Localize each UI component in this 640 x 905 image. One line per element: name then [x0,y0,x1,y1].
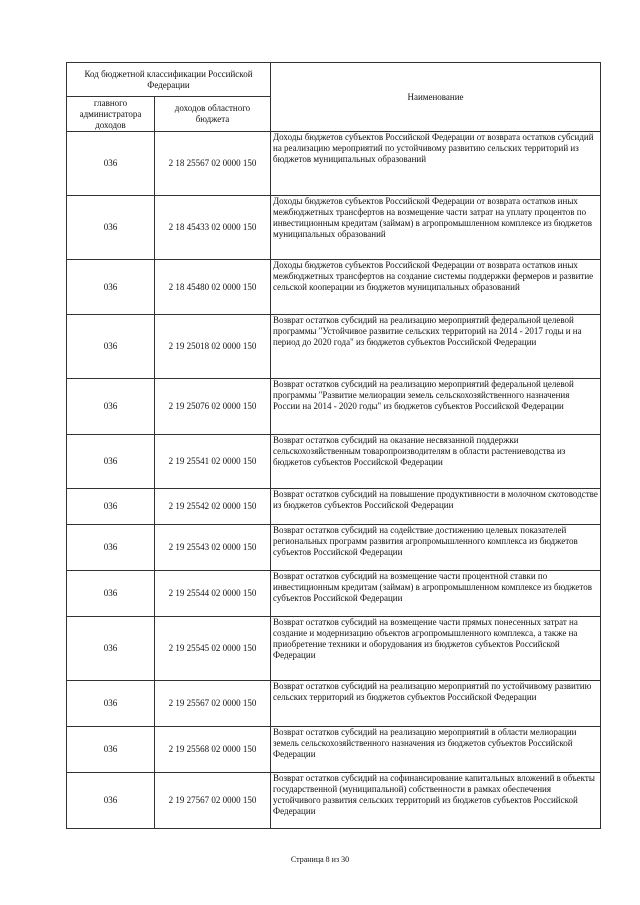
admin-code-cell: 036 [67,260,155,315]
income-code-cell: 2 18 25567 02 0000 150 [155,132,271,196]
income-code-cell: 2 19 25567 02 0000 150 [155,681,271,727]
admin-code-cell: 036 [67,681,155,727]
name-cell: Возврат остатков субсидий на софинансирование капитальных вложений в объекты государственной (муниципальной) собственности в рамках обеспечения устойчивого развития сельских территорий из бюджетов субъектов Российской Федерации [271,773,601,829]
income-code-cell: 2 19 25568 02 0000 150 [155,727,271,773]
income-code-cell: 2 19 27567 02 0000 150 [155,773,271,829]
name-cell: Возврат остатков субсидий на реализацию мероприятий федеральной целевой программы "Устойчивое развитие сельских территорий на 2014 - 2017 годы и на период до 2020 года" из бюджетов субъектов Российской Федерации [271,315,601,379]
admin-code-cell: 036 [67,196,155,260]
income-code-cell: 2 19 25018 02 0000 150 [155,315,271,379]
income-code-cell: 2 18 45480 02 0000 150 [155,260,271,315]
table-row [67,617,601,681]
name-cell: Доходы бюджетов субъектов Российской Федерации от возврата остатков иных межбюджетных трансфертов на возмещение части затрат на уплату процентов по инвестиционным кредитам (займам) в агропромышленном комплексе из бюджетов муниципальных образований [271,196,601,260]
name-cell: Возврат остатков субсидий на возмещение части прямых понесенных затрат на создание и модернизацию объектов агропромышленного комплекса, а также на приобретение техники и оборудования из бюджетов субъектов Российской Федерации [271,617,601,681]
name-cell: Возврат остатков субсидий на реализацию мероприятий в области мелиорации земель сельскохозяйственного назначения из бюджетов субъектов Российской Федерации [271,727,601,773]
table-row [67,315,601,379]
income-code-cell: 2 19 25542 02 0000 150 [155,489,271,525]
admin-code-cell: 036 [67,489,155,525]
name-cell: Возврат остатков субсидий на содействие достижению целевых показателей региональных программ развития агропромышленного комплекса из бюджетов субъектов Российской Федерации [271,525,601,571]
income-code-cell: 2 19 25541 02 0000 150 [155,435,271,489]
admin-code-cell: 036 [67,571,155,617]
header-main-administrator: главного администратора доходов [67,97,155,132]
name-cell: Возврат остатков субсидий на повышение продуктивности в молочном скотоводстве из бюджетов субъектов Российской Федерации [271,489,601,525]
admin-code-cell: 036 [67,773,155,829]
admin-code-cell: 036 [67,727,155,773]
table-row [67,196,601,260]
admin-code-cell: 036 [67,132,155,196]
income-code-cell: 2 19 25076 02 0000 150 [155,379,271,435]
name-cell: Возврат остатков субсидий на возмещение части процентной ставки по инвестиционным кредитам (займам) в агропромышленном комплексе из бюджетов субъектов Российской Федерации [271,571,601,617]
header-regional-income: доходов областного бюджета [155,97,271,132]
table-row [67,681,601,727]
table-row [67,571,601,617]
table-row [67,435,601,489]
income-code-cell: 2 19 25544 02 0000 150 [155,571,271,617]
header-name: Наименование [271,63,601,132]
table-row [67,379,601,435]
table-row [67,260,601,315]
income-code-cell: 2 18 45433 02 0000 150 [155,196,271,260]
admin-code-cell: 036 [67,379,155,435]
table-row [67,525,601,571]
income-code-cell: 2 19 25543 02 0000 150 [155,525,271,571]
admin-code-cell: 036 [67,315,155,379]
name-cell: Доходы бюджетов субъектов Российской Федерации от возврата остатков иных межбюджетных трансфертов на создание системы поддержки фермеров и развитие сельской кооперации из бюджетов муниципальных образований [271,260,601,315]
name-cell: Доходы бюджетов субъектов Российской Федерации от возврата остатков субсидий на реализацию мероприятий по устойчивому развитию сельских территорий из бюджетов муниципальных образований [271,132,601,196]
budget-classification-table [66,62,601,829]
table-row [67,773,601,829]
page-number: Страница 8 из 30 [290,855,350,864]
admin-code-cell: 036 [67,435,155,489]
header-classification-code: Код бюджетной классификации Российской Федерации [67,63,271,97]
name-cell: Возврат остатков субсидий на реализацию мероприятий по устойчивому развитию сельских территорий из бюджетов субъектов Российской Федерации [271,681,601,727]
table-row [67,132,601,196]
table-row [67,489,601,525]
name-cell: Возврат остатков субсидий на реализацию мероприятий федеральной целевой программы "Развитие мелиорации земель сельскохозяйственного назначения России на 2014 - 2020 годы" из бюджетов субъектов Российской Федерации [271,379,601,435]
table-row [67,727,601,773]
admin-code-cell: 036 [67,617,155,681]
table-body [67,132,601,829]
admin-code-cell: 036 [67,525,155,571]
income-code-cell: 2 19 25545 02 0000 150 [155,617,271,681]
name-cell: Возврат остатков субсидий на оказание несвязанной поддержки сельскохозяйственным товаропроизводителям в области растениеводства из бюджетов субъектов Российской Федерации [271,435,601,489]
